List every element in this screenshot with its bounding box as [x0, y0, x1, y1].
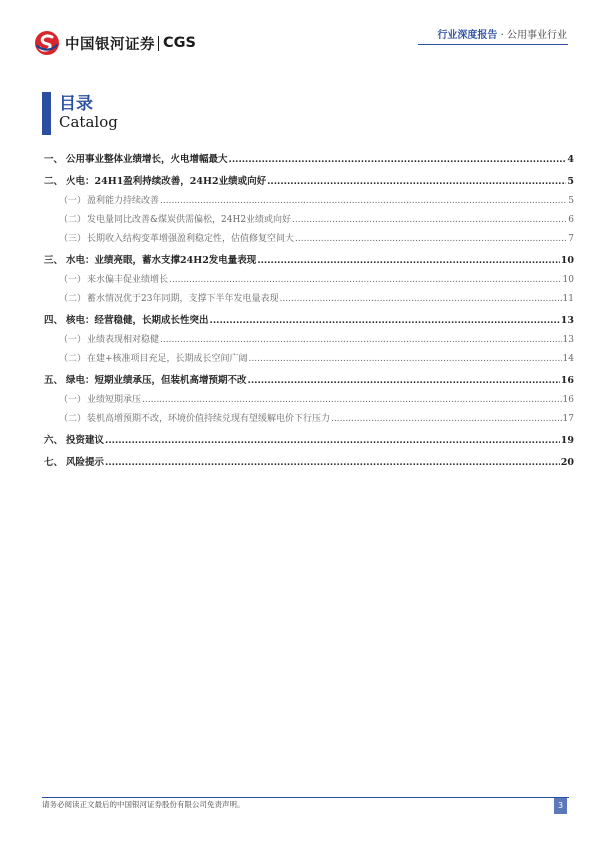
toc-entry-number: （二）: [59, 414, 87, 424]
toc-entry-page: 6: [568, 215, 574, 225]
toc-entry-page: 20: [560, 457, 574, 468]
catalog-accent-bar: [42, 92, 51, 135]
toc-leader-dots: [331, 413, 562, 425]
table-of-contents: [44, 144, 574, 469]
toc-leader-dots: [257, 254, 559, 267]
toc-entry-page: 11: [562, 294, 574, 304]
toc-entry[interactable]: [44, 188, 574, 207]
toc-entry-page: 10: [560, 255, 574, 266]
toc-entry[interactable]: [44, 226, 574, 245]
toc-entry-title: 在建+核准项目充足，长期成长空间广阔: [87, 354, 248, 364]
toc-entry-title: 火电：24H1盈利持续改善，24H2业绩或向好: [66, 176, 267, 187]
company-logo: [34, 30, 196, 56]
toc-leader-dots: [105, 434, 560, 447]
toc-entry-number: （二）: [59, 215, 87, 225]
toc-leader-dots: [105, 456, 560, 469]
page-number: 3: [554, 798, 567, 814]
toc-entry-number: （一）: [59, 196, 87, 206]
toc-entry-page: 14: [562, 354, 574, 364]
header-rule: [418, 44, 568, 45]
toc-entry-number: 六、: [44, 435, 64, 446]
toc-leader-dots: [210, 314, 560, 327]
toc-leader-dots: [142, 394, 562, 406]
footer-rule: [42, 797, 569, 798]
catalog-title-cn: 目录: [59, 94, 93, 114]
toc-entry-title: 水电：业绩亮眼，蓄水支撑24H2发电量表现: [66, 255, 257, 266]
report-type: 行业深度报告: [437, 30, 498, 41]
toc-leader-dots: [248, 374, 560, 387]
toc-entry-page: 17: [562, 414, 574, 424]
toc-entry-page: 16: [562, 395, 574, 405]
toc-entry[interactable]: [44, 346, 574, 365]
toc-entry-title: 发电量同比改善&煤炭供需偏松，24H2业绩或向好: [87, 215, 292, 225]
toc-entry[interactable]: [44, 406, 574, 425]
toc-entry[interactable]: [44, 327, 574, 346]
toc-leader-dots: [160, 195, 567, 207]
toc-entry[interactable]: [44, 144, 574, 166]
toc-entry-title: 来水偏丰促业绩增长: [87, 275, 169, 285]
toc-entry[interactable]: [44, 387, 574, 406]
toc-entry-page: 13: [562, 335, 574, 345]
toc-leader-dots: [279, 293, 561, 305]
header-separator: ·: [500, 30, 504, 41]
toc-entry[interactable]: [44, 245, 574, 267]
toc-leader-dots: [292, 214, 567, 226]
toc-entry[interactable]: [44, 166, 574, 188]
toc-entry-number: （一）: [59, 335, 87, 345]
cgs-logo-icon: [34, 30, 60, 56]
toc-entry-number: 五、: [44, 375, 64, 386]
toc-leader-dots: [249, 353, 562, 365]
toc-entry-title: 盈利能力持续改善: [87, 196, 160, 206]
toc-entry-number: 一、: [44, 154, 64, 165]
toc-entry[interactable]: [44, 447, 574, 469]
logo-chinese-name: 中国银河证券: [65, 36, 155, 53]
toc-entry-title: 业绩短期承压: [87, 395, 142, 405]
toc-entry-title: 业绩表现相对稳健: [87, 335, 160, 345]
toc-leader-dots: [160, 334, 562, 346]
footer-disclaimer: 请务必阅读正文最后的中国银河证券股份有限公司免责声明。: [42, 800, 245, 809]
toc-entry-number: （一）: [59, 275, 87, 285]
toc-leader-dots: [169, 274, 562, 286]
toc-entry-page: 5: [567, 176, 574, 187]
toc-entry-title: 绿电：短期业绩承压，但装机高增预期不改: [66, 375, 247, 386]
toc-entry[interactable]: [44, 305, 574, 327]
toc-entry-page: 5: [568, 196, 574, 206]
toc-entry-title: 长期收入结构变革增强盈利稳定性，估值修复空间大: [87, 234, 295, 244]
toc-entry-page: 7: [568, 234, 574, 244]
toc-leader-dots: [267, 175, 566, 188]
toc-entry-page: 10: [562, 275, 574, 285]
toc-leader-dots: [229, 153, 567, 166]
toc-entry-page: 4: [567, 154, 574, 165]
toc-entry-title: 公用事业整体业绩增长，火电增幅最大: [66, 154, 228, 165]
toc-entry-page: 16: [560, 375, 574, 386]
toc-entry-number: （二）: [59, 354, 87, 364]
toc-entry-page: 13: [560, 315, 574, 326]
toc-entry-number: 三、: [44, 255, 64, 266]
toc-entry-title: 蓄水情况优于23年同期，支撑下半年发电量表现: [87, 294, 279, 304]
toc-entry-title: 投资建议: [66, 435, 105, 446]
catalog-title-en: Catalog: [59, 113, 118, 131]
toc-entry[interactable]: [44, 267, 574, 286]
toc-entry[interactable]: [44, 207, 574, 226]
toc-entry-number: 二、: [44, 176, 64, 187]
toc-entry-title: 装机高增预期不改，环境价值持续兑现有望缓解电价下行压力: [87, 414, 331, 424]
toc-entry-title: 核电：经营稳健，长期成长性突出: [66, 315, 209, 326]
toc-entry-title: 风险提示: [66, 457, 105, 468]
toc-entry[interactable]: [44, 425, 574, 447]
toc-entry[interactable]: [44, 365, 574, 387]
toc-entry-number: 七、: [44, 457, 64, 468]
toc-entry-page: 19: [560, 435, 574, 446]
toc-entry-number: 四、: [44, 315, 64, 326]
logo-divider: [158, 36, 159, 51]
toc-entry-number: （一）: [59, 395, 87, 405]
toc-entry-number: （二）: [59, 294, 87, 304]
toc-leader-dots: [295, 233, 567, 245]
header-report-info: [437, 26, 567, 41]
toc-entry-number: （三）: [59, 234, 87, 244]
logo-english-name: CGS: [163, 35, 196, 51]
industry-name: 公用事业行业: [507, 30, 567, 41]
toc-entry[interactable]: [44, 286, 574, 305]
